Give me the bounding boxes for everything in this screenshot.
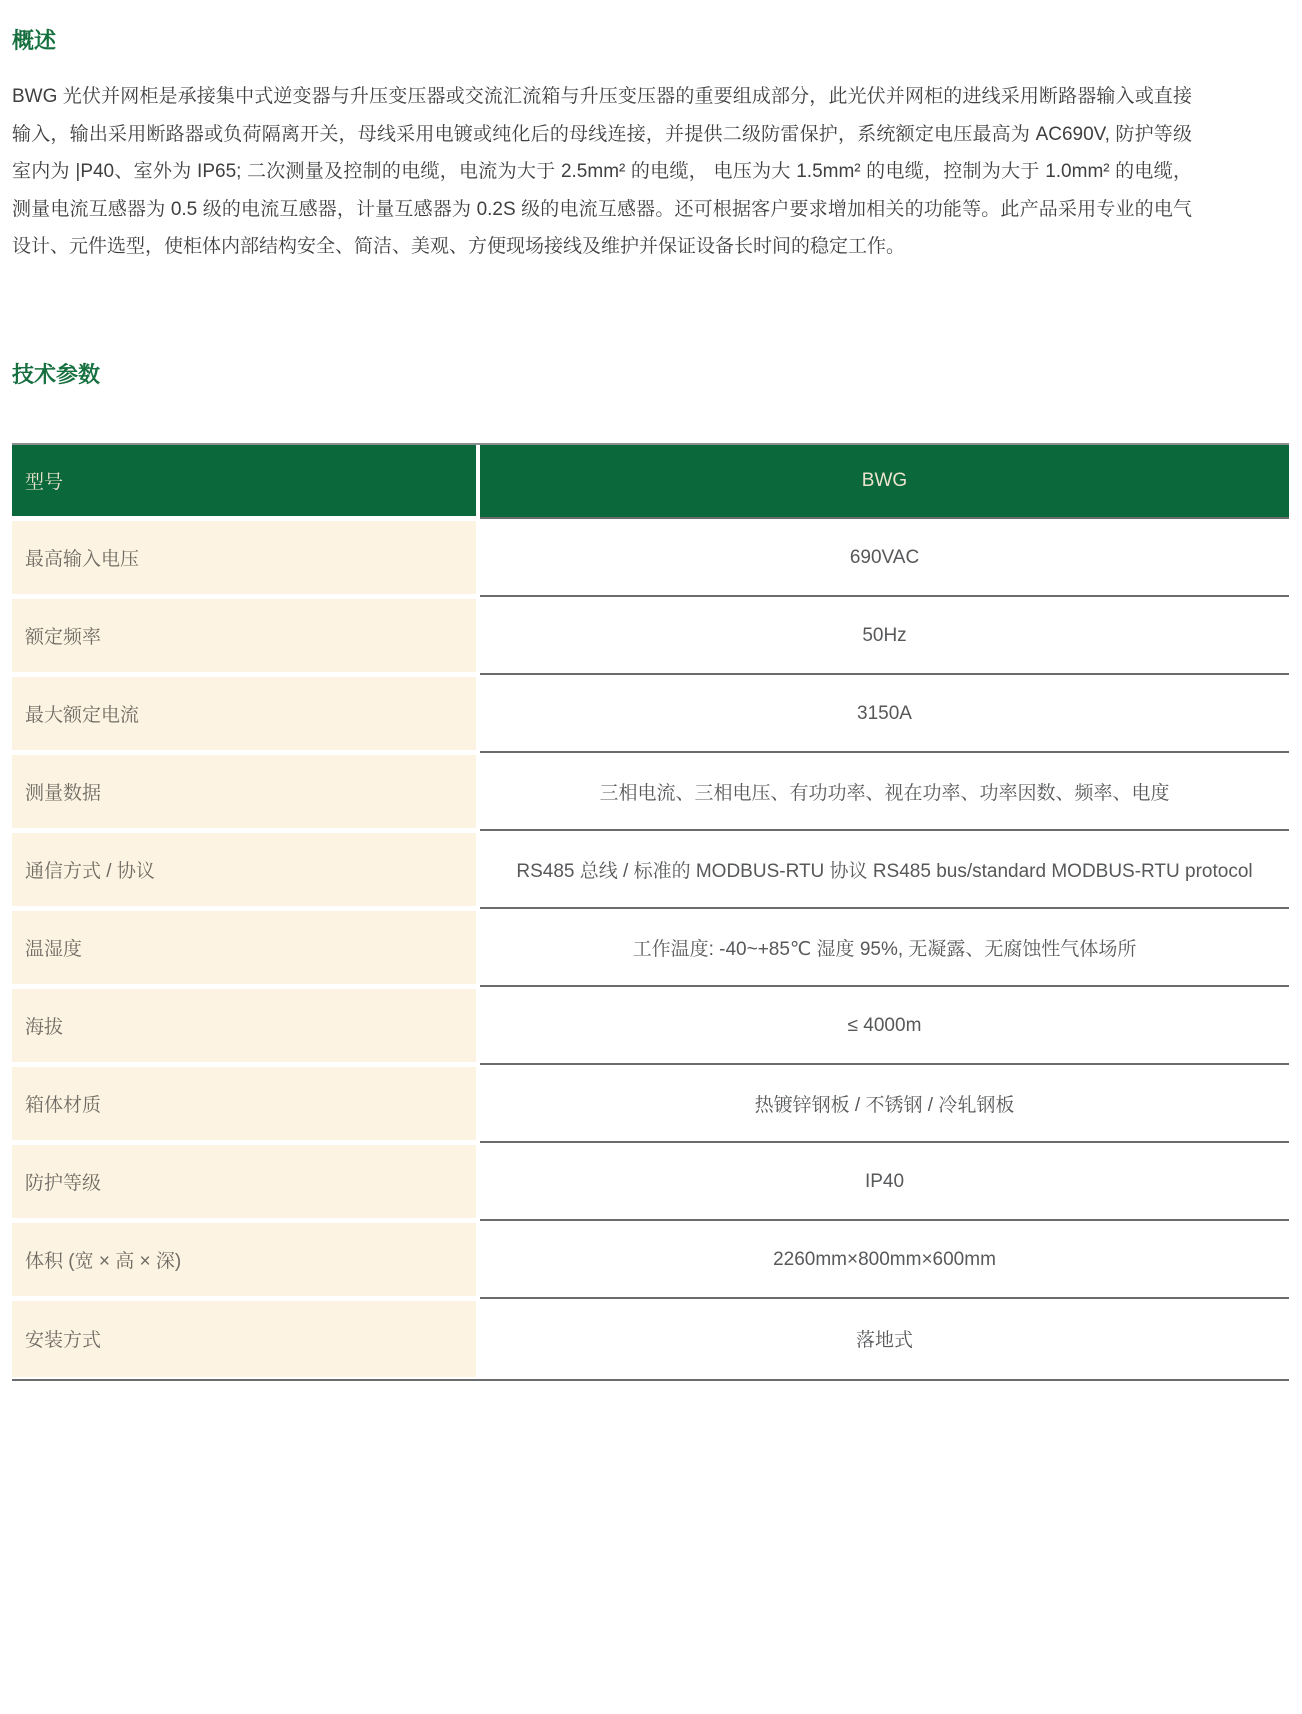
- spec-value: RS485 总线 / 标准的 MODBUS-RTU 协议 RS485 bus/standard MODBUS-RTU protocol: [480, 833, 1289, 909]
- spec-value: IP40: [480, 1145, 1289, 1221]
- spec-label: 安装方式: [12, 1301, 476, 1377]
- table-row: [12, 755, 1289, 833]
- spec-table: [12, 443, 1289, 1381]
- overview-paragraph: BWG 光伏并网柜是承接集中式逆变器与升压变压器或交流汇流箱与升压变压器的重要组成部分，此光伏并网柜的进线采用断路器输入或直接输入，输出采用断路器或负荷隔离开关，母线采用电镀或纯化后的母线连接，并提供二级防雷保护，系统额定电压最高为 AC690V, 防护等级室内为 |P40、室外为 IP65; 二次测量及控制的电缆，电流为大于 2.5mm² 的电缆， 电压为大 1.5mm² 的电缆，控制为大于 1.0mm² 的电缆，测量电流互感器为 0.5 级的电流互感器，计量互感器为 0.2S 级的电流互感器。还可根据客户要求增加相关的功能等。此产品采用专业的电气设计、元件选型，使柜体内部结构安全、简洁、美观、方便现场接线及维护并保证设备长时间的稳定工作。: [12, 86, 1192, 258]
- table-row: [12, 521, 1289, 599]
- table-row: [12, 599, 1289, 677]
- spec-value: ≤ 4000m: [480, 989, 1289, 1065]
- spec-label: 最高输入电压: [12, 521, 476, 594]
- table-row: [12, 911, 1289, 989]
- spec-value: 2260mm×800mm×600mm: [480, 1223, 1289, 1299]
- spec-table-header-row: [12, 445, 1289, 521]
- spec-label: 防护等级: [12, 1145, 476, 1218]
- spec-label: 体积 (宽 × 高 × 深): [12, 1223, 476, 1296]
- table-row: [12, 1067, 1289, 1145]
- spec-label: 箱体材质: [12, 1067, 476, 1140]
- spec-value: 三相电流、三相电压、有功功率、视在功率、功率因数、频率、电度: [480, 755, 1289, 831]
- spec-table-header-label: 型号: [12, 445, 476, 516]
- spec-value: 落地式: [480, 1301, 1289, 1377]
- table-row: [12, 677, 1289, 755]
- spec-value: 工作温度: -40~+85℃ 湿度 95%, 无凝露、无腐蚀性气体场所: [480, 911, 1289, 987]
- spec-label: 温湿度: [12, 911, 476, 984]
- specs-heading: 技术参数: [12, 361, 101, 387]
- spec-label: 额定频率: [12, 599, 476, 672]
- spec-label: 通信方式 / 协议: [12, 833, 476, 906]
- table-row: [12, 1223, 1289, 1301]
- spec-value: 690VAC: [480, 521, 1289, 597]
- spec-table-header-value: BWG: [480, 445, 1289, 519]
- spec-label: 最大额定电流: [12, 677, 476, 750]
- spec-label: 海拔: [12, 989, 476, 1062]
- overview-heading: 概述: [12, 28, 57, 53]
- spec-value: 3150A: [480, 677, 1289, 753]
- table-row: [12, 833, 1289, 911]
- table-row: [12, 1145, 1289, 1223]
- spec-label: 测量数据: [12, 755, 476, 828]
- spec-value: 50Hz: [480, 599, 1289, 675]
- page: [0, 28, 1302, 1381]
- table-row: [12, 989, 1289, 1067]
- spec-value: 热镀锌钢板 / 不锈钢 / 冷轧钢板: [480, 1067, 1289, 1143]
- table-row: [12, 1301, 1289, 1379]
- spec-table-body: [12, 521, 1289, 1379]
